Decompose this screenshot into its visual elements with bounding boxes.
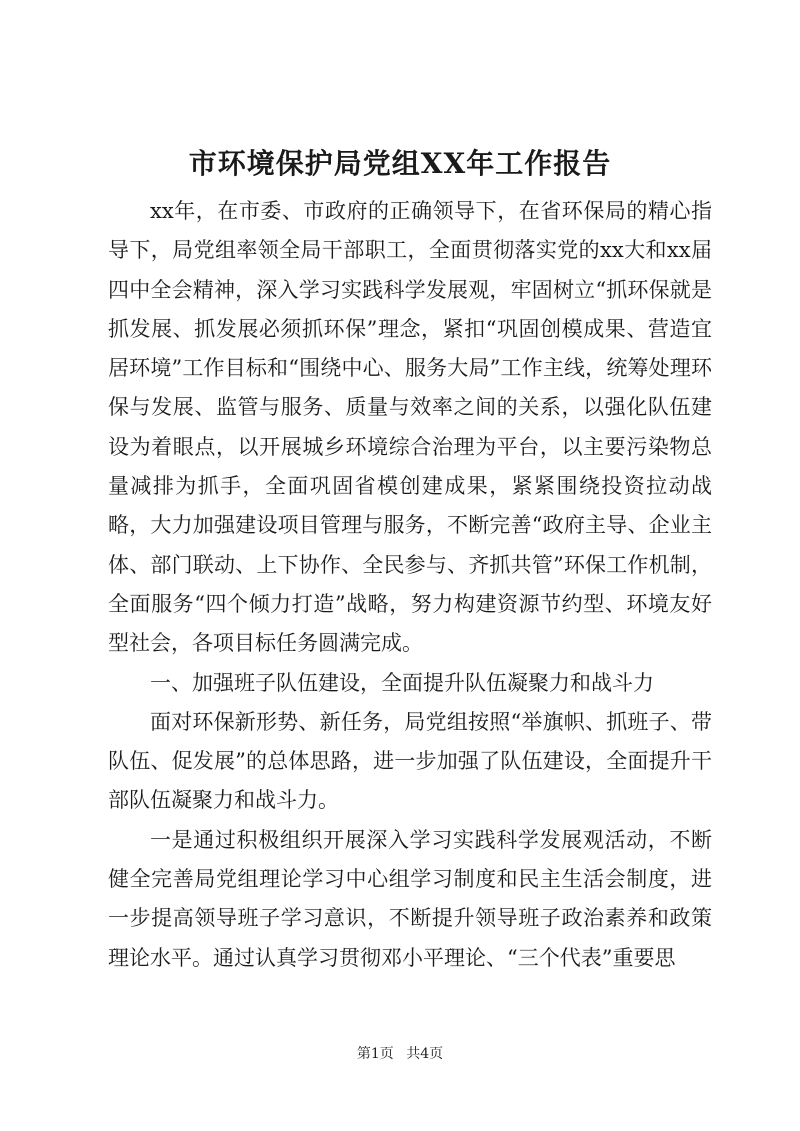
document-body: [108, 192, 712, 978]
paragraph-intro: xx年，在市委、市政府的正确领导下，在省环保局的精心指导下，局党组率领全局干部职工，全面贯彻落实党的xx大和xx届四中全会精神，深入学习实践科学发展观，牢固树立“抓环保就是抓发展、抓发展必须抓环保”理念，紧扣“巩固创模成果、营造宜居环境”工作目标和“围绕中心、服务大局”工作主线，统筹处理环保与发展、监管与服务、质量与效率之间的关系，以强化队伍建设为着眼点，以开展城乡环境综合治理为平台，以主要污染物总量减排为抓手，全面巩固省模创建成果，紧紧围绕投资拉动战略，大力加强建设项目管理与服务，不断完善“政府主导、企业主体、部门联动、上下协作、全民参与、齐抓共管”环保工作机制，全面服务“四个倾力打造”战略，努力构建资源节约型、环境友好型社会，各项目标任务圆满完成。: [108, 199, 712, 656]
page-number: 第1页: [356, 1046, 394, 1062]
document-title: 市环境保护局党组XX年工作报告: [188, 147, 612, 180]
page-total: 共4页: [406, 1046, 444, 1062]
paragraph-point-one: 一是通过积极组织开展深入学习实践科学发展观活动，不断健全完善局党组理论学习中心组学习制度和民主生活会制度，进一步提高领导班子学习意识，不断提升领导班子政治素养和政策理论水平。通过认真学习贯彻邓小平理论、“三个代表”重要思: [108, 827, 712, 970]
section-heading: 一、加强班子队伍建设，全面提升队伍凝聚力和战斗力: [150, 670, 654, 695]
page-footer: [0, 1044, 800, 1064]
paragraph-section-intro: 面对环保新形势、新任务，局党组按照“举旗帜、抓班子、带队伍、促发展”的总体思路，进一步加强了队伍建设，全面提升干部队伍凝聚力和战斗力。: [108, 709, 712, 813]
